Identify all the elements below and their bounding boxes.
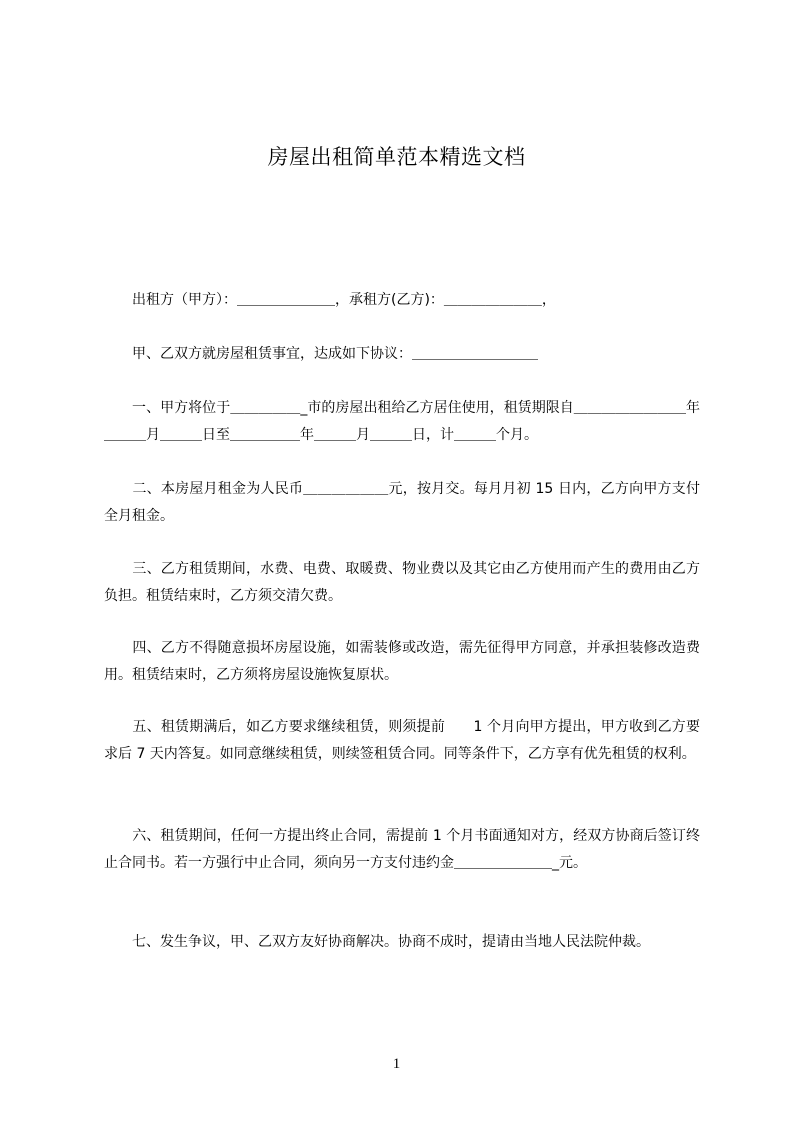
agreement-paragraph: 甲、乙双方就房屋租赁事宜，达成如下协议：＿＿＿＿＿＿＿＿＿ <box>104 346 538 362</box>
page-number: 1 <box>392 1056 401 1072</box>
clause-3-paragraph: 三、乙方租赁期间，水费、电费、取暖费、物业费以及其它由乙方使用而产生的费用由乙方负担。租赁结束时，乙方须交清欠费。 <box>104 561 700 604</box>
clause-6-paragraph: 六、租赁期间，任何一方提出终止合同，需提前 1 个月书面通知对方，经双方协商后签订终止合同书。若一方强行中止合同，须向另一方支付违约金＿＿＿＿＿＿＿_元。 <box>104 828 700 871</box>
document-title: 房屋出租简单范本精选文档 <box>267 145 526 169</box>
clause-2-paragraph: 二、本房屋月租金为人民币＿＿＿＿＿＿元，按月交。每月月初 15 日内，乙方向甲方支付全月租金。 <box>104 481 700 524</box>
parties-paragraph: 出租方（甲方）：＿＿＿＿＿＿＿，承租方(乙方)：＿＿＿＿＿＿＿， <box>104 292 556 308</box>
clause-5-paragraph: 五、租赁期满后，如乙方要求继续租赁，则须提前 1 个月向甲方提出，甲方收到乙方要求后 7 天内答复。如同意继续租赁，则续签租赁合同。同等条件下，乙方享有优先租赁的权利。 <box>104 719 700 762</box>
clause-7-paragraph: 七、发生争议，甲、乙双方友好协商解决。协商不成时，提请由当地人民法院仲裁。 <box>104 934 650 950</box>
clause-1-paragraph: 一、甲方将位于＿＿＿＿＿_市的房屋出租给乙方居住使用，租赁期限自＿＿＿＿＿＿＿＿年＿＿＿月＿＿＿日至＿＿＿＿＿年＿＿＿月＿＿＿日，计＿＿＿个月。 <box>104 400 700 443</box>
clause-4-paragraph: 四、乙方不得随意损坏房屋设施，如需装修或改造，需先征得甲方同意，并承担装修改造费用。租赁结束时，乙方须将房屋设施恢复原状。 <box>104 640 700 683</box>
